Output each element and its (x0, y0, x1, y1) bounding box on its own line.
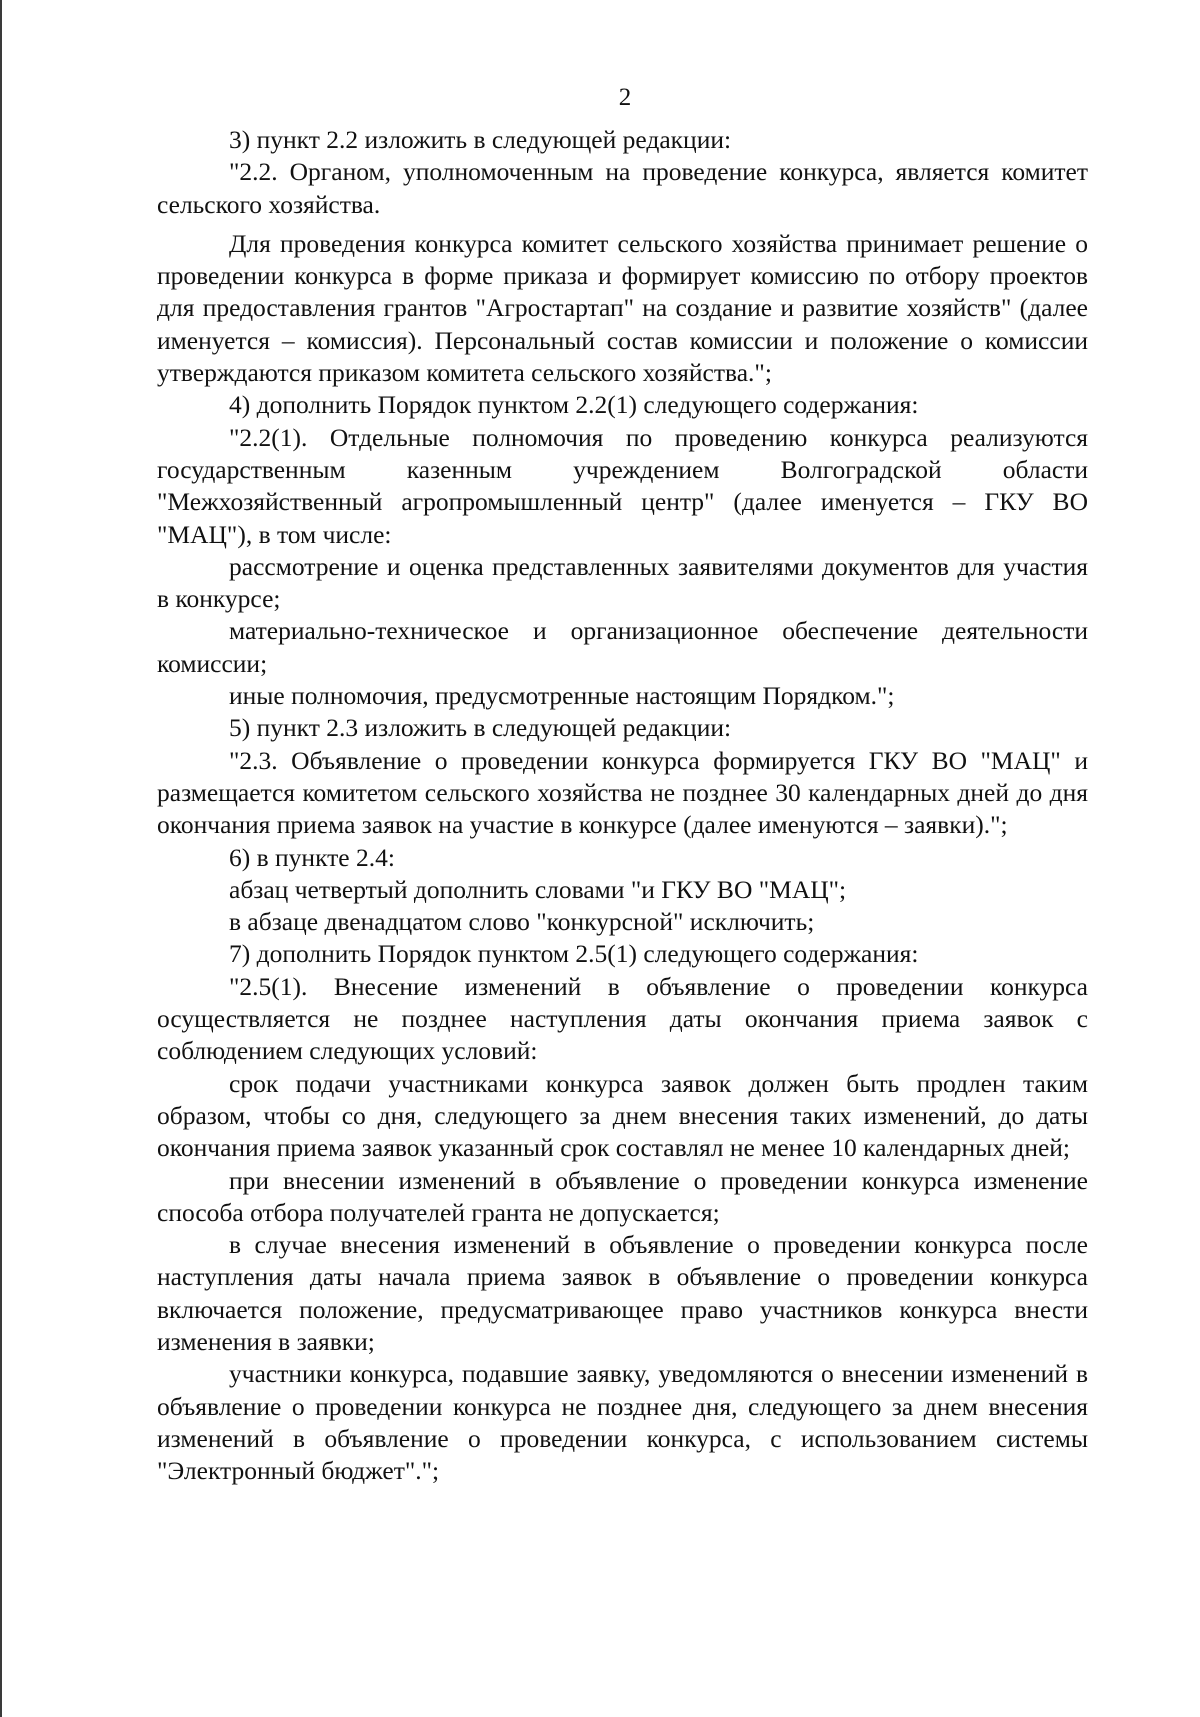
paragraph-selection-method: при внесении изменений в объявление о проведении конкурса изменение способа отбора получателей гранта не допускается; (157, 1165, 1088, 1227)
paragraph-item-6: 6) в пункте 2.4: (229, 842, 395, 872)
paragraph-quote-2-3: "2.3. Объявление о проведении конкурса формируется ГКУ ВО "МАЦ" и размещается комитетом сельского хозяйства не позднее 30 календарных дней до дня окончания приема заявок на участие в конкурсе (далее именуются – заявки)."; (157, 745, 1088, 840)
scan-edge-line (0, 0, 2, 1717)
document-body (157, 124, 1088, 1487)
paragraph-notification: участники конкурса, подавшие заявку, уведомляются о внесении изменений в объявление о проведении конкурса не позднее дня, следующего за днем внесения изменений в объявление о проведении конкурса, с использованием системы "Электронный бюджет"."; (157, 1359, 1088, 1486)
paragraph-quote-2-2-1: "2.2(1). Отдельные полномочия по проведению конкурса реализуются государственным казенным учреждением Волгоградской области "Межхозяйственный агропромышленный центр" (далее именуется – ГКУ ВО "МАЦ"), в том числе: (157, 422, 1088, 549)
paragraph-amendments: в случае внесения изменений в объявление о проведении конкурса после наступления даты начала приема заявок в объявление о проведении конкурса включается положение, предусматривающее право участников конкурса внести изменения в заявки; (157, 1230, 1088, 1356)
paragraph-other-powers: иные полномочия, предусмотренные настоящим Порядком."; (229, 681, 895, 711)
paragraph-abzac-4: абзац четвертый дополнить словами "и ГКУ ВО "МАЦ"; (229, 874, 847, 904)
paragraph-commission: Для проведения конкурса комитет сельского хозяйства принимает решение о проведении конкурса в форме приказа и формирует комиссию по отбору проектов для предоставления грантов "Агростартап" на создание и развитие хозяйств" (далее именуется – комиссия). Персональный состав комиссии и положение о комиссии утверждаются приказом комитета сельского хозяйства."; (157, 228, 1088, 388)
paragraph-support: материально-техническое и организационное обеспечение деятельности комиссии; (157, 616, 1088, 678)
paragraph-item-3: 3) пункт 2.2 изложить в следующей редакции: (229, 125, 732, 154)
paragraph-item-4: 4) дополнить Порядок пунктом 2.2(1) следующего содержания: (229, 390, 919, 420)
paragraph-item-5: 5) пункт 2.3 изложить в следующей редакции: (229, 713, 732, 743)
paragraph-quote-2-2: "2.2. Органом, уполномоченным на проведение конкурса, является комитет сельского хозяйства. (157, 157, 1088, 219)
paragraph-review: рассмотрение и оценка представленных заявителями документов для участия в конкурсе; (157, 551, 1088, 614)
page-number: 2 (618, 84, 632, 111)
paragraph-abzac-12: в абзаце двенадцатом слово "конкурсной" исключить; (229, 907, 815, 937)
paragraph-deadline: срок подачи участниками конкурса заявок должен быть продлен таким образом, чтобы со дня, следующего за днем внесения таких изменений, до даты окончания приема заявок указанный срок составлял не менее 10 календарных дней; (157, 1068, 1088, 1163)
paragraph-quote-2-5-1: "2.5(1). Внесение изменений в объявление о проведении конкурса осуществляется не позднее наступления даты окончания приема заявок с соблюдением следующих условий: (157, 971, 1088, 1066)
paragraph-item-7: 7) дополнить Порядок пунктом 2.5(1) следующего содержания: (229, 939, 919, 969)
